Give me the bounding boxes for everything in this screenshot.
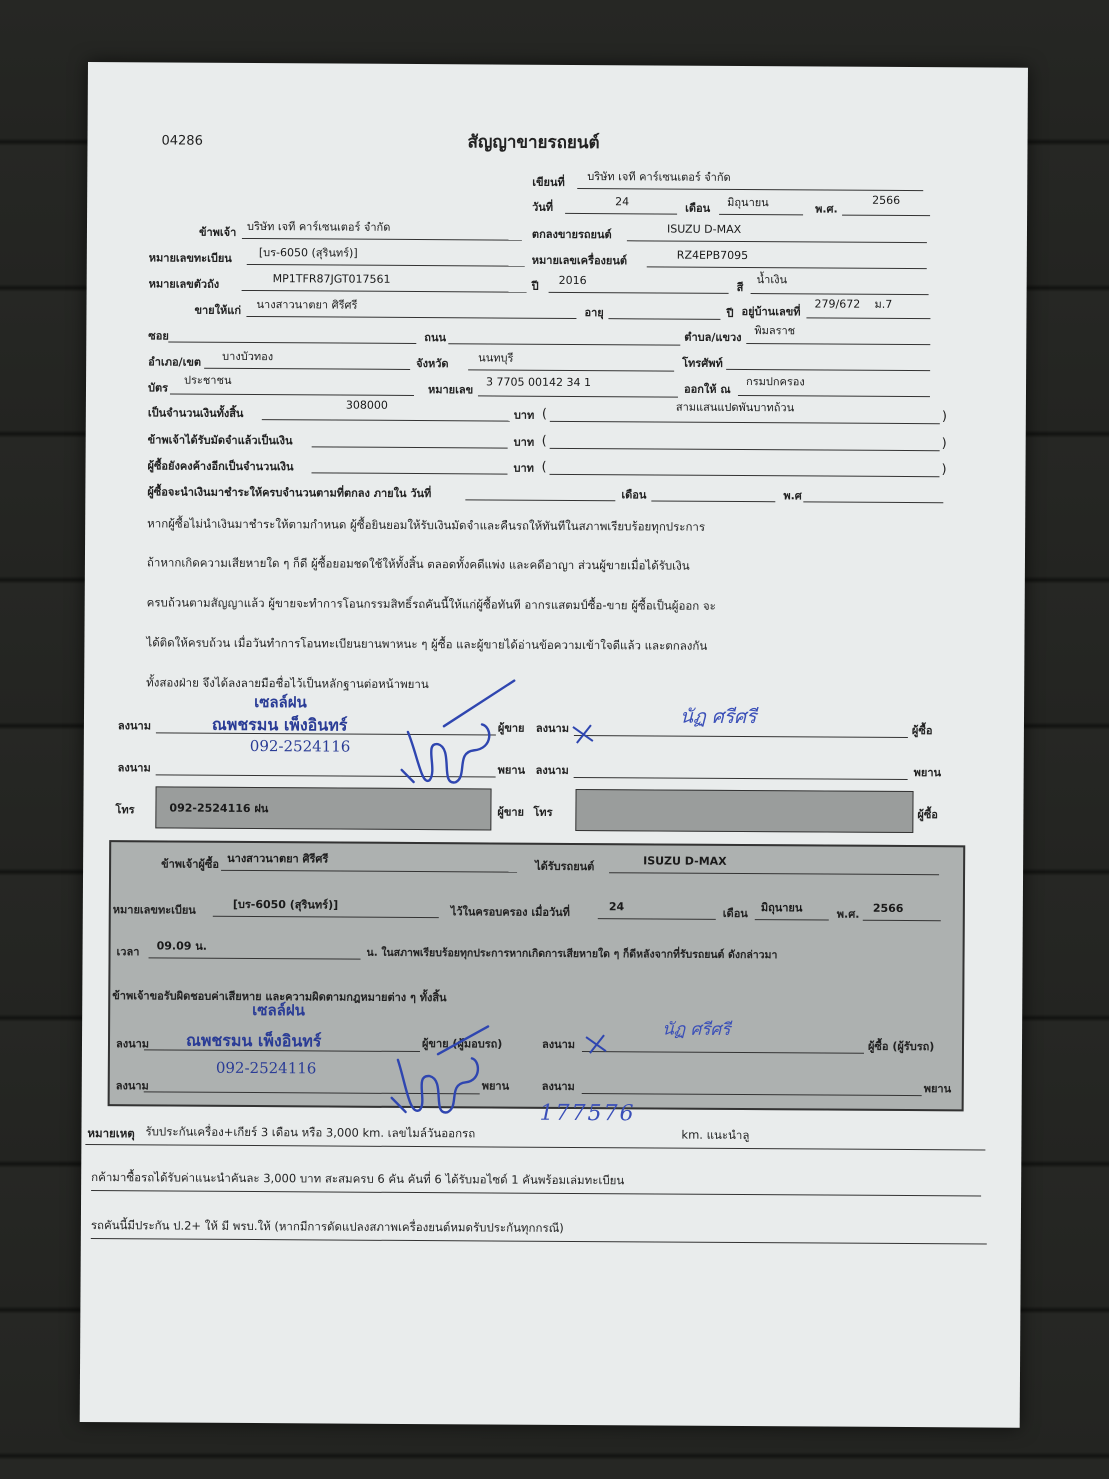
time-label: เวลา (116, 945, 140, 959)
agree-label: ตกลงขายรถยนต์ (531, 227, 612, 242)
buyer-role-label: ผู้ซื้อ (911, 724, 933, 738)
day-value: 24 (615, 195, 630, 209)
receipt-sign-label-1: ลงนาม (115, 1037, 150, 1051)
terms-line-2: ถ้าหากเกิดความเสียหายใด ๆ ก็ดี ผู้ซื้อยอมชดใช้ให้ทั้งสิ้น ตลอดทั้งคดีแพ่ง และคดีอาญา ส่วนผู้ขายเมื่อได้รับเงิน (146, 555, 690, 573)
total-words: สามแสนแปดพันบาทถ้วน (675, 400, 795, 415)
deposit-baht-label: บาท (513, 435, 535, 449)
total-baht-label: บาท (513, 408, 535, 422)
terms-line-5: ทั้งสองฝ่าย จึงได้ลงลายมือชื่อไว้เป็นหลักฐานต่อหน้าพยาน (146, 675, 429, 692)
witness-label-1: พยาน (497, 763, 526, 777)
id-number-label: หมายเลข (427, 383, 474, 397)
province-value: นนทบุรี (478, 351, 514, 365)
notes-line-1-end: km. แนะนำลู (681, 1127, 750, 1143)
receipt-sign-label-2: ลงนาม (541, 1037, 576, 1051)
terms-line-4: ได้ติดให้ครบถ้วน เมื่อวันทำการโอนทะเบียนยานพาหนะ ๆ ผู้ซื้อ และผู้ขายได้อ่านข้อความเข้าใจดีแล้ว และตกลงกัน (146, 635, 708, 653)
receipt-witness-label-2: พยาน (923, 1082, 952, 1096)
sales-stamp-phone-1: 092-2524116 (249, 737, 351, 756)
document-number: 04286 (161, 133, 203, 149)
terms-line-3: ครบถ้วนตามสัญญาแล้ว ผู้ขายจะทำการโอนกรรมสิทธิ์รถคันนี้ให้แก่ผู้ซื้อทันที อากรแสตมป์ซื้อ-ขาย ผู้ซื้อเป็นผู้ออก จะ (146, 595, 716, 613)
buyer-label: ขายให้แก่ (194, 303, 242, 317)
house-number: 279/672 (814, 297, 861, 311)
phone-label-1: โทร (115, 803, 135, 817)
model-year-label: ปี (531, 279, 539, 293)
seller-role-label: ผู้ขาย (497, 721, 525, 735)
receipt-buyer-sign-label: ผู้ซื้อ (ผู้รับรถ) (867, 1039, 935, 1054)
deposit-label: ข้าพเจ้าได้รับมัดจำแล้วเป็นเงิน (147, 433, 293, 448)
total-amount: 308000 (345, 398, 388, 412)
district-value: บางบัวทอง (222, 349, 274, 364)
sales-stamp-name-1: ณพชรมน เพ็งอินทร์ (211, 714, 348, 735)
seller-label: ข้าพเจ้า (198, 225, 237, 239)
road-label: ถนน (424, 331, 447, 345)
receipt-buyer-name: นางสาวนาตยา ศิรีศรี (227, 851, 329, 866)
plate-label: หมายเลขทะเบียน (148, 251, 232, 265)
due-date-label: ผู้ซื้อจะนำเงินมาชำระให้ครบจำนวนตามที่ตกลง ภายใน วันที่ (147, 485, 432, 501)
years-label: ปี (726, 306, 734, 320)
soi-label: ซอย (148, 329, 169, 343)
seller-signature-1 (384, 674, 585, 795)
remaining-label: ผู้ซื้อยังคงค้างอีกเป็นจำนวนเงิน (147, 459, 294, 474)
sales-stamp-phone-2: 092-2524116 (215, 1058, 317, 1078)
liability-text: ข้าพเจ้าขอรับผิดชอบค่าเสียหาย และความผิดตามกฎหมายต่าง ๆ ทั้งสิ้น (112, 989, 447, 1005)
x-mark-2 (582, 1033, 612, 1055)
written-at-label: เขียนที่ (532, 175, 565, 189)
received-car-label: ได้รับรถยนต์ (535, 859, 595, 874)
receipt-month-label: เดือน (722, 906, 748, 921)
total-label: เป็นจำนวนเงินทั้งสิ้น (147, 406, 244, 420)
witness-label-2: พยาน (913, 766, 942, 780)
possess-date-label: ไว้ในครอบครอง เมื่อวันที่ (450, 905, 570, 919)
notes-line-2: กค้ามาซื้อรถได้รับค่าแนะนำคันละ 3,000 บาท สะสมครบ 6 คัน คันที่ 6 ได้รับมอไซด์ 1 คันพร้อมเล่มทะเบียน (91, 1170, 625, 1188)
received-car: ISUZU D-MAX (643, 854, 727, 868)
document-title: สัญญาขายรถยนต์ (467, 132, 600, 154)
contract-sheet: 04286 สัญญาขายรถยนต์ เขียนที่ บริษัท เจที คาร์เซนเตอร์ จำกัด วันที่ 24 เดือน มิถุนายน พ.ศ. 2566 ข้าพเจ้า บริษัท เจที คาร์เซนเตอร์ จำกัด ตกลงขายรถยนต์ ISUZU D-MAX หมายเลขทะเบียน [บร-6050 (สุรินทร์)] หมายเลขเครื่องยนต์ RZ4EPB7095 หมายเลขตัวถัง MP1TFR87JGT017561 ปี 2016 สี น้ำเงิน ขายให้แก่ นางสาวนาตยา ศิรีศรี อายุ ปี อยู่บ้านเลขที่ 279/672 ม.7 ซอย ถนน ตำบล/แขวง พิมลราช อำเภอ/เขต บางบัวทอง จังหวัด นนทบุรี โทรศัพท์ บัตร ประชาชน หมายเลข 3 7705 00142 34 1 ออกให้ ณ กรมปกครอง เป็นจำนวนเงินทั้งสิ้น 308000 บาท ( สามแสนแปดพันบาทถ้วน ) ข้าพเจ้าได้รับมัดจำแล้วเป็นเงิน บาท ( ) ผู้ซื้อยังคงค้างอีกเป็นจำนวนเงิน บาท ( ) ผู้ซื้อจะนำเงินมาชำระให้ครบจำนวนตามที่ตกลง ภายใน วันที่ เดือน พ.ศ หากผู้ซื้อไม่นำเงินมาชำระให้ตามกำหนด ผู้ซื้อยินยอมให้รับเงินมัดจำและคืนรถให้ทันทีในสภาพเรียบร้อยทุกประการ ถ้าหากเกิดความเสียหายใด ๆ ก็ดี ผู้ซื้อยอมชดใช้ให้ทั้งสิ้น ตลอดทั้งคดีแพ่ง และคดีอาญา ส่วนผู้ขายเมื่อได้รับเงิน ครบถ้วนตามสัญญาแล้ว ผู้ขายจะทำการโอนกรรมสิทธิ์รถคันนี้ให้แก่ผู้ซื้อทันที อากรแสตมป์ซื้อ-ขาย ผู้ซื้อเป็นผู้ออก จะ ได้ติดให้ครบถ้วน เมื่อวันทำการโอนทะเบียนยานพาหนะ ๆ ผู้ซื้อ และผู้ขายได้อ่านข้อความเข้าใจดีแล้ว และตกลงกัน ทั้งสองฝ่าย จึงได้ลงลายมือชื่อไว้เป็นหลักฐานต่อหน้าพยาน ลงนาม ผู้ขาย ลงนาม ผู้ซื้อ ลงนาม พยาน ลงนาม พยาน โทร 092-2524116 ฝน ผู้ขาย โทร ผู้ซื้อ ข้าพเจ้าผู้ซื้อ นางสาวนาตยา ศิรีศรี ได้รับรถยนต์ ISUZU D-MAX หมายเลขทะเบียน [บร-6050 (สุรินทร์)] ไว้ในครอบครอง เมื่อวันที่ 24 เดือน มิถุนายน พ.ศ. 2566 เวลา 09.09 น. น. ในสภาพเรียบร้อยทุกประการหากเกิดการเสียหายใด ๆ ก็ดีหลังจากที่รับรถยนต์ ดังกล่าวมา ข้าพเจ้าขอรับผิดชอบค่าเสียหาย และความผิดตามกฎหมายต่าง ๆ ทั้งสิ้น ลงนาม ผู้ขาย (ผู้มอบรถ) ลงนาม ผู้ซื้อ (ผู้รับรถ) ลงนาม พยาน ลงนาม พยาน หมายเหตุ รับประกันเครื่อง+เกียร์ 3 เดือน หรือ 3,000 km. เลขไมล์วันออกรถ km. แนะนำลู กค้ามาซื้อรถได้รับค่าแนะนำคันละ 3,000 บาท สะสมครบ 6 คัน คันที่ 6 ได้รับมอไซด์ 1 คันพร้อมเล่มทะเบียน รถคันนี้มีประกัน ป.2+ ให้ มี พรบ.ให้ (หากมีการดัดแปลงสภาพเครื่องยนต์หมดรับประกันทุกกรณี) เซลล์ฝน ณพชรมน เพ็งอินทร์ 092-2524116 เซลล์ฝน ณพชรมน เพ็งอินทร์ 092-2524116 นัฏ ศรีศรี นัฏ ศรีศรี 177576 (80, 62, 1028, 1428)
district-label: อำเภอ/เขต (148, 355, 202, 369)
chassis-number: MP1TFR87JGT017561 (272, 272, 391, 286)
receipt-sign-label-3: ลงนาม (115, 1079, 149, 1093)
id-card-label: บัตร (147, 381, 169, 395)
buyer-signature-1: นัฏ ศรีศรี (679, 705, 757, 729)
notes-label: หมายเหตุ (87, 1126, 135, 1141)
condition-text: น. ในสภาพเรียบร้อยทุกประการหากเกิดการเสียหายใด ๆ ก็ดีหลังจากที่รับรถยนต์ ดังกล่าวมา (366, 946, 778, 962)
month-value: มิถุนายน (727, 195, 769, 210)
issuer-value: กรมปกครอง (746, 375, 805, 389)
province-label: จังหวัด (416, 357, 449, 371)
issuer-label: ออกให้ ณ (683, 382, 731, 396)
receipt-witness-label-1: พยาน (481, 1079, 510, 1093)
buyer-phone-box (575, 789, 913, 833)
color-label: สี (736, 280, 744, 295)
engine-number: RZ4EPB7095 (676, 248, 749, 263)
subdistrict-label: ตำบล/แขวง (684, 330, 742, 344)
sales-stamp-nick-2: เซลล์ฝน (252, 1001, 306, 1020)
moo-label: ม.7 (874, 297, 893, 311)
car-model: ISUZU D-MAX (666, 222, 742, 236)
mileage-handwritten: 177576 (539, 1100, 636, 1127)
x-mark-1 (569, 723, 599, 745)
buyer-role-label-2: ผู้ซื้อ (917, 808, 938, 822)
year-label: พ.ศ. (815, 202, 838, 216)
engine-label: หมายเลขเครื่องยนต์ (531, 253, 628, 268)
phone-label: โทรศัพท์ (682, 356, 723, 370)
id-card-type: ประชาชน (184, 373, 232, 387)
sign-label-4: ลงนาม (535, 763, 569, 777)
remaining-baht-label: บาท (513, 461, 534, 475)
receipt-plate: [บร-6050 (สุรินทร์)] (232, 897, 339, 912)
plate-value: [บร-6050 (สุรินทร์)] (258, 246, 358, 260)
receipt-year: 2566 (872, 901, 904, 915)
color-value: น้ำเงิน (756, 273, 788, 287)
seller-signature-2 (378, 1024, 579, 1125)
subdistrict-value: พิมลราช (754, 324, 796, 338)
seller-name: บริษัท เจที คาร์เซนเตอร์ จำกัด (246, 219, 391, 234)
receipt-plate-label: หมายเลขทะเบียน (112, 903, 196, 917)
sign-label-1: ลงนาม (117, 719, 152, 733)
chassis-label: หมายเลขตัวถัง (148, 277, 220, 291)
phone-label-2: โทร (533, 805, 553, 819)
due-year-label: พ.ศ (783, 489, 802, 503)
buyer-name: นางสาวนาตยา ศิรีศรี (256, 298, 358, 312)
receipt-buyer-label: ข้าพเจ้าผู้ซื้อ (161, 857, 220, 871)
id-number: 3 7705 00142 34 1 (486, 375, 592, 390)
written-at-value: บริษัท เจที คาร์เซนเตอร์ จำกัด (587, 170, 731, 184)
model-year-value: 2016 (558, 273, 587, 288)
age-label: อายุ (584, 306, 604, 320)
receipt-sign-label-4: ลงนาม (541, 1079, 575, 1093)
receipt-day: 24 (608, 900, 625, 914)
seller-phone: 092-2524116 ฝน (169, 801, 269, 816)
terms-line-1: หากผู้ซื้อไม่นำเงินมาชำระให้ตามกำหนด ผู้ซื้อยินยอมให้รับเงินมัดจำและคืนรถให้ทันทีในสภาพเรียบร้อยทุกประการ (147, 516, 706, 534)
receipt-time: 09.09 น. (156, 939, 207, 953)
seller-role-label-2: ผู้ขาย (497, 805, 525, 819)
year-value: 2566 (872, 193, 901, 207)
buyer-signature-2: นัฏ ศรีศรี (662, 1019, 731, 1040)
receipt-seller-label: ผู้ขาย (ผู้มอบรถ) (421, 1037, 503, 1051)
sales-stamp-name-2: ณพชรมน เพ็งอินทร์ (185, 1030, 322, 1051)
notes-line-3: รถคันนี้มีประกัน ป.2+ ให้ มี พรบ.ให้ (หากมีการดัดแปลงสภาพเครื่องยนต์หมดรับประกันทุกกรณี) (90, 1218, 564, 1235)
day-label: วันที่ (532, 200, 554, 214)
receipt-year-label: พ.ศ. (836, 907, 860, 921)
month-label: เดือน (685, 201, 711, 215)
sign-label-3: ลงนาม (117, 761, 151, 775)
due-month-label: เดือน (621, 488, 647, 502)
sales-stamp-nick-1: เซลล์ฝน (254, 693, 307, 712)
notes-line-1: รับประกันเครื่อง+เกียร์ 3 เดือน หรือ 3,000 km. เลขไมล์วันออกรถ (145, 1124, 476, 1141)
house-label: อยู่บ้านเลขที่ (741, 304, 801, 319)
sign-label-2: ลงนาม (535, 721, 570, 735)
receipt-month: มิถุนายน (760, 901, 803, 915)
